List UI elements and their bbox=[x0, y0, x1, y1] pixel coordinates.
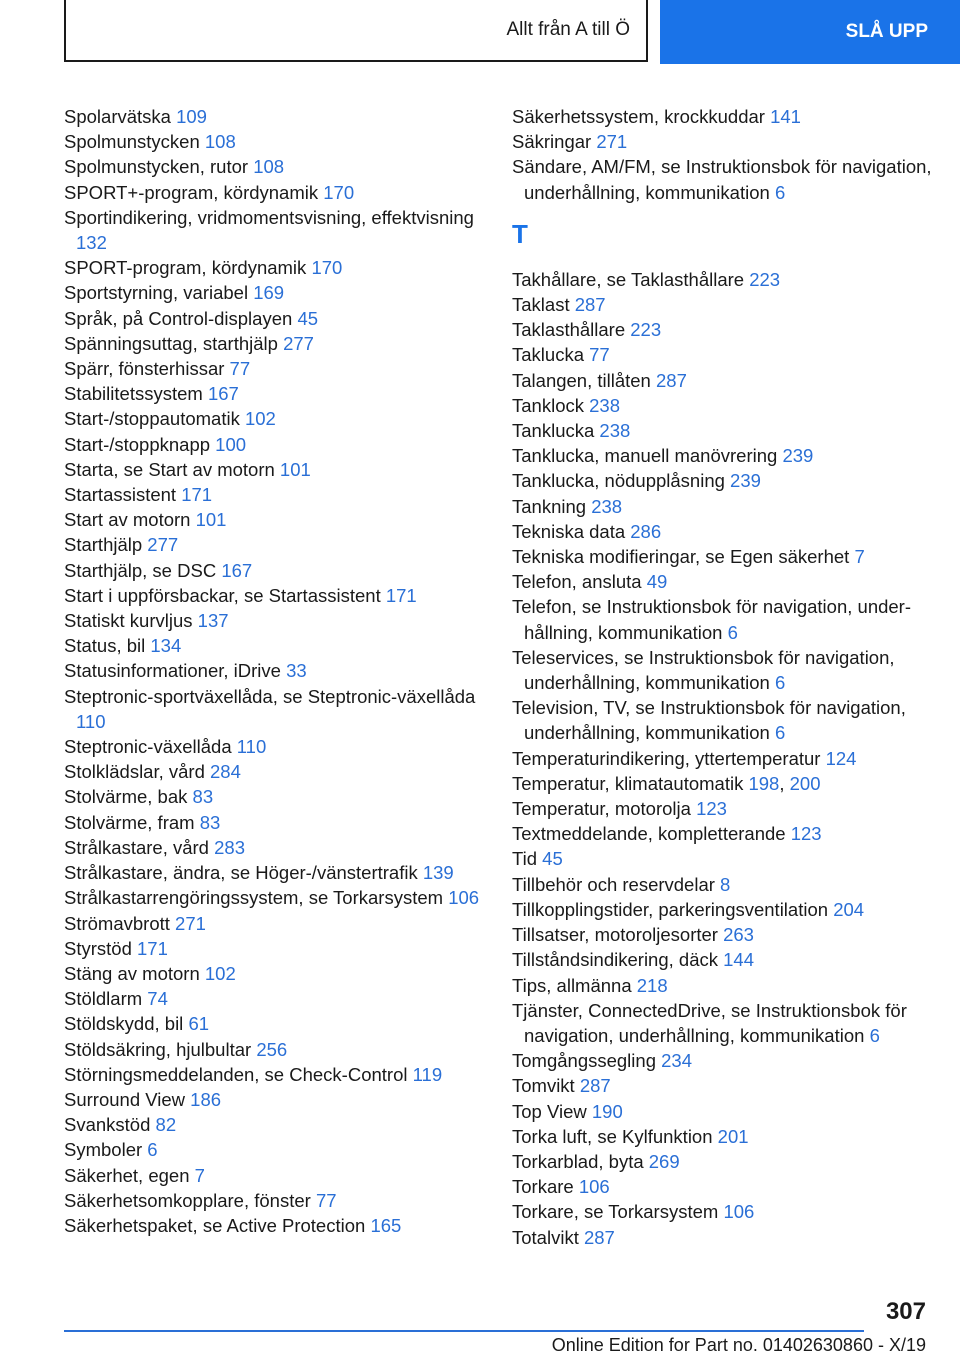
page-link[interactable]: 45 bbox=[297, 307, 319, 329]
index-term: Torkare bbox=[512, 1176, 574, 1198]
index-term: Tanklucka, manuell manövrering bbox=[512, 445, 778, 467]
page-link[interactable]: 167 bbox=[207, 383, 239, 405]
index-term: Svankstöd bbox=[64, 1114, 151, 1136]
index-term: Strålkastarrengöringssystem, se Torkarsystem bbox=[64, 887, 444, 909]
index-term: Säkerhetsomkopplare, fönster bbox=[64, 1189, 311, 1211]
index-entry bbox=[512, 872, 932, 897]
page-link[interactable]: 6 bbox=[869, 1024, 880, 1046]
index-entry bbox=[64, 784, 484, 809]
page-link[interactable]: 256 bbox=[256, 1038, 288, 1060]
page-link[interactable]: 269 bbox=[648, 1150, 680, 1172]
page-link[interactable]: 167 bbox=[221, 559, 253, 581]
page-link[interactable]: 7 bbox=[854, 546, 865, 568]
index-term: Stöldskydd, bil bbox=[64, 1013, 184, 1035]
index-entry bbox=[512, 393, 932, 418]
page-link[interactable]: 123 bbox=[696, 798, 727, 820]
index-term: Sportstyrning, variabel bbox=[64, 282, 249, 304]
index-entry bbox=[64, 507, 484, 532]
index-entry bbox=[512, 1099, 932, 1124]
page-link[interactable]: 286 bbox=[630, 520, 662, 542]
index-term: Start-/stoppknapp bbox=[64, 433, 211, 455]
index-term: Start i uppförsbackar, se Startassistent bbox=[64, 584, 381, 606]
index-term: Tekniska modifieringar, se Egen säkerhet bbox=[512, 546, 850, 568]
page-link[interactable]: 123 bbox=[790, 823, 822, 845]
index-term: Taklasthållare bbox=[512, 319, 626, 341]
index-entry bbox=[64, 1137, 484, 1162]
index-entry bbox=[64, 406, 484, 431]
top-navigation bbox=[0, 0, 960, 64]
page-link[interactable]: 6 bbox=[774, 722, 786, 744]
index-term: Sportindikering, vridmomentsvisning, effektvisning bbox=[64, 206, 474, 228]
index-term: Temperaturindikering, yttertemperatur bbox=[512, 747, 821, 769]
page-link[interactable]: 6 bbox=[147, 1139, 158, 1161]
index-group-s-continued bbox=[512, 104, 932, 205]
index-term: Spolmunstycken bbox=[64, 131, 200, 153]
page-link[interactable]: 6 bbox=[727, 621, 738, 643]
index-entry bbox=[64, 457, 484, 482]
index-term: Säkerhet, egen bbox=[64, 1164, 190, 1186]
index-term: Strömavbrott bbox=[64, 912, 170, 934]
index-entry bbox=[64, 583, 484, 608]
index-term: Tanklucka bbox=[512, 420, 595, 442]
index-entry bbox=[512, 1048, 932, 1073]
tab-index-label: Allt från A till Ö bbox=[506, 19, 630, 40]
page-link[interactable]: 186 bbox=[190, 1088, 222, 1110]
index-entry bbox=[64, 432, 484, 457]
index-term: Symboler bbox=[64, 1139, 143, 1161]
index-column-right bbox=[512, 104, 932, 1250]
index-term: Tillkopplingstider, parkeringsventilation bbox=[512, 898, 829, 920]
page-link[interactable]: 263 bbox=[723, 924, 754, 946]
page-link[interactable]: 8 bbox=[720, 873, 731, 895]
index-term: Statiskt kurvljus bbox=[64, 610, 193, 632]
index-term: Tillståndsindikering, däck bbox=[512, 949, 718, 971]
page-link[interactable]: 6 bbox=[774, 672, 786, 694]
page-link[interactable]: 49 bbox=[646, 571, 668, 593]
page-link[interactable]: 283 bbox=[214, 836, 245, 858]
index-entry bbox=[512, 368, 932, 393]
index-term: Stabilitetssystem bbox=[64, 383, 203, 405]
index-entry bbox=[64, 154, 484, 179]
page-link[interactable]: 239 bbox=[730, 470, 761, 492]
index-entry bbox=[512, 494, 932, 519]
index-term: Säkerhetssystem, krockkuddar bbox=[512, 106, 765, 127]
page-link[interactable]: 171 bbox=[385, 584, 417, 606]
page-link[interactable]: 223 bbox=[630, 319, 662, 341]
page-link[interactable]: 287 bbox=[583, 1226, 615, 1248]
page-link[interactable]: 108 bbox=[204, 131, 236, 153]
index-entry bbox=[64, 633, 484, 658]
page-link[interactable]: 102 bbox=[204, 962, 236, 984]
tab-index-a-to-o[interactable] bbox=[64, 0, 648, 62]
index-entry bbox=[512, 267, 932, 292]
index-entry bbox=[64, 482, 484, 507]
page-link[interactable]: 287 bbox=[579, 1075, 611, 1097]
index-term: Tomvikt bbox=[512, 1075, 575, 1097]
page-link[interactable]: 77 bbox=[229, 358, 251, 380]
page-link[interactable]: 198 bbox=[748, 772, 780, 794]
index-term: Torka luft, se Kylfunktion bbox=[512, 1125, 713, 1147]
page-link[interactable]: 124 bbox=[825, 747, 857, 769]
index-entry bbox=[64, 936, 484, 961]
index-entry bbox=[512, 695, 932, 745]
page-link[interactable]: 170 bbox=[311, 257, 343, 279]
index-term: Störningsmeddelanden, se Check-Control bbox=[64, 1063, 408, 1085]
index-entry bbox=[64, 986, 484, 1011]
section-letter-t: T bbox=[512, 218, 528, 249]
index-column-left bbox=[64, 104, 484, 1238]
index-entry bbox=[512, 569, 932, 594]
index-term: Språk, på Control-displayen bbox=[64, 307, 293, 329]
index-entry bbox=[64, 1087, 484, 1112]
page-link[interactable]: 101 bbox=[279, 458, 311, 480]
page-link[interactable]: 6 bbox=[774, 181, 786, 203]
index-entry bbox=[64, 759, 484, 784]
index-entry bbox=[64, 860, 484, 885]
index-term: Tillbehör och reservdelar bbox=[512, 873, 715, 895]
index-entry bbox=[64, 306, 484, 331]
index-entry bbox=[64, 911, 484, 936]
index-term: Stolvärme, bak bbox=[64, 786, 188, 808]
page-link[interactable]: 7 bbox=[194, 1164, 205, 1186]
index-term: Tankning bbox=[512, 495, 587, 517]
page-link[interactable]: 102 bbox=[244, 408, 276, 430]
index-term: Tips, allmänna bbox=[512, 974, 632, 996]
index-entry bbox=[512, 1073, 932, 1098]
page-link[interactable]: 238 bbox=[599, 420, 631, 442]
page-link[interactable]: 287 bbox=[656, 369, 687, 391]
index-entry bbox=[64, 1188, 484, 1213]
index-term: Starthjälp bbox=[64, 534, 143, 556]
page-link[interactable]: 77 bbox=[589, 344, 610, 366]
index-entry bbox=[512, 544, 932, 569]
index-entry bbox=[64, 356, 484, 381]
index-entry bbox=[64, 961, 484, 986]
index-term: Spolmunstycken, rutor bbox=[64, 156, 249, 178]
index-entry bbox=[512, 1149, 932, 1174]
index-entry bbox=[64, 104, 484, 129]
page-link[interactable]: 200 bbox=[789, 772, 821, 794]
index-entry bbox=[64, 1163, 484, 1188]
index-term: Talangen, tillåten bbox=[512, 369, 651, 391]
index-term: Säkerhetspaket, se Active Protection bbox=[64, 1214, 366, 1236]
index-entry bbox=[64, 1213, 484, 1238]
index-term: Tillsatser, motoroljesorter bbox=[512, 924, 718, 946]
index-entry bbox=[64, 532, 484, 557]
page-link[interactable]: 139 bbox=[422, 862, 454, 884]
page-link[interactable]: 169 bbox=[253, 282, 285, 304]
index-term: Spänningsuttag, starthjälp bbox=[64, 332, 278, 354]
index-term: Strålkastare, ändra, se Höger-/vänstertrafik bbox=[64, 862, 418, 884]
index-term: Start av motorn bbox=[64, 509, 191, 531]
page-link[interactable]: 110 bbox=[236, 736, 267, 758]
index-term: Startassistent bbox=[64, 484, 177, 506]
page-link[interactable]: 106 bbox=[723, 1201, 755, 1223]
index-term: Textmeddelande, kompletterande bbox=[512, 823, 786, 845]
index-entry bbox=[512, 947, 932, 972]
index-term: Telefon, ansluta bbox=[512, 571, 642, 593]
page-link[interactable]: 61 bbox=[188, 1013, 210, 1035]
index-entry bbox=[512, 746, 932, 771]
page-link[interactable]: 101 bbox=[195, 509, 227, 531]
index-group-t bbox=[512, 267, 932, 1250]
index-term: Telefon, se Instruktionsbok för navigation, underhållning, kommunikation bbox=[512, 596, 912, 643]
index-entry bbox=[512, 973, 932, 998]
index-entry bbox=[512, 104, 932, 129]
page-link[interactable]: 144 bbox=[723, 949, 755, 971]
page-link[interactable]: 170 bbox=[323, 181, 355, 203]
index-term: Säkringar bbox=[512, 131, 592, 153]
index-entry bbox=[512, 317, 932, 342]
index-entry bbox=[64, 280, 484, 305]
index-term: Starthjälp, se DSC bbox=[64, 559, 217, 581]
index-term: Taklucka bbox=[512, 344, 584, 366]
page-link[interactable]: 190 bbox=[591, 1100, 623, 1122]
index-term: Tanklock bbox=[512, 394, 584, 416]
index-term: Tanklucka, nödupplåsning bbox=[512, 470, 725, 492]
index-entry bbox=[64, 1112, 484, 1137]
index-term: Status, bil bbox=[64, 635, 146, 657]
index-entry: Temperatur, klimatautomatik 198, 200 bbox=[512, 772, 821, 794]
index-entry bbox=[512, 468, 932, 493]
index-term: Stolvärme, fram bbox=[64, 811, 195, 833]
edition-info: Online Edition for Part no. 01402630860 - X/19 bbox=[551, 1335, 926, 1355]
index-term: Spolarvätska bbox=[64, 106, 171, 127]
footer-divider bbox=[64, 1330, 864, 1332]
page-link[interactable]: 277 bbox=[147, 534, 179, 556]
index-entry bbox=[64, 205, 484, 255]
page-link[interactable]: 234 bbox=[661, 1050, 692, 1072]
index-term: Teleservices, se Instruktionsbok för navigation, underhållning, kommunikation bbox=[512, 646, 895, 694]
page-link[interactable]: 171 bbox=[181, 484, 213, 506]
index-term: Tomgångssegling bbox=[512, 1050, 656, 1072]
page-link[interactable]: 201 bbox=[717, 1125, 749, 1147]
page-link[interactable]: 204 bbox=[833, 898, 865, 920]
index-entry bbox=[512, 645, 932, 695]
index-entry bbox=[64, 835, 484, 860]
page-link[interactable]: 83 bbox=[199, 811, 221, 833]
index-term: Taklast bbox=[512, 294, 570, 316]
page-link[interactable]: 239 bbox=[782, 445, 814, 467]
index-entry bbox=[512, 1174, 932, 1199]
index-term: Torkare, se Torkarsystem bbox=[512, 1201, 719, 1223]
page-link[interactable]: 137 bbox=[197, 610, 229, 632]
index-term: SPORT-program, kördynamik bbox=[64, 257, 307, 279]
page-link[interactable]: 271 bbox=[596, 131, 628, 153]
tab-lookup[interactable] bbox=[660, 0, 960, 64]
index-term: Stöldsäkring, hjulbultar bbox=[64, 1038, 252, 1060]
page-link[interactable]: 119 bbox=[412, 1063, 443, 1085]
index-entry bbox=[64, 129, 484, 154]
index-entry bbox=[512, 443, 932, 468]
index-entry bbox=[64, 180, 484, 205]
page-link[interactable]: 83 bbox=[192, 786, 214, 808]
index-entry bbox=[64, 255, 484, 280]
index-term: Sändare, AM/FM, se Instruktionsbok för navigation, underhållning, kommunikation bbox=[512, 156, 932, 203]
index-term: Stöldlarm bbox=[64, 988, 143, 1010]
index-entry bbox=[64, 810, 484, 835]
index-term: Spärr, fönsterhissar bbox=[64, 358, 225, 380]
index-term: Tjänster, ConnectedDrive, se Instruktionsbok för navigation, underhållning, kommunikation bbox=[512, 999, 907, 1046]
page-link[interactable]: 134 bbox=[150, 635, 182, 657]
index-entry bbox=[512, 519, 932, 544]
index-entry bbox=[512, 292, 932, 317]
index-entry bbox=[64, 684, 484, 734]
index-entry bbox=[512, 922, 932, 947]
page-link[interactable]: 108 bbox=[253, 156, 285, 178]
page-link[interactable]: 106 bbox=[578, 1176, 610, 1198]
index-term: Top View bbox=[512, 1100, 587, 1122]
page-link[interactable]: 141 bbox=[770, 106, 801, 127]
page-number: 307 bbox=[885, 1298, 926, 1325]
page-link[interactable]: 287 bbox=[574, 294, 606, 316]
index-entry bbox=[64, 734, 484, 759]
index-entry bbox=[64, 331, 484, 356]
index-term: Tid bbox=[512, 848, 538, 870]
index-term: Temperatur, klimatautomatik bbox=[512, 772, 744, 794]
index-term: Temperatur, motorolja bbox=[512, 798, 691, 820]
page-link[interactable]: 106 bbox=[448, 887, 480, 909]
page-link[interactable]: 74 bbox=[147, 988, 168, 1010]
index-entry bbox=[512, 418, 932, 443]
index-term: Tekniska data bbox=[512, 520, 626, 542]
index-term: Steptronic-växellåda bbox=[64, 736, 232, 758]
index-term: Totalvikt bbox=[512, 1226, 579, 1248]
index-term: Start-/stoppautomatik bbox=[64, 408, 240, 430]
index-term: Starta, se Start av motorn bbox=[64, 458, 275, 480]
index-entry bbox=[512, 1124, 932, 1149]
page-link[interactable]: 238 bbox=[589, 394, 620, 416]
index-entry bbox=[512, 129, 932, 154]
index-entry bbox=[512, 1199, 932, 1224]
page-link[interactable]: 110 bbox=[76, 710, 106, 732]
page-link[interactable]: 218 bbox=[636, 974, 668, 996]
index-term: Statusinformationer, iDrive bbox=[64, 660, 281, 682]
index-term: SPORT+-program, kördynamik bbox=[64, 181, 319, 203]
index-term: Takhållare, se Taklasthållare bbox=[512, 268, 745, 290]
index-term: Styrstöd bbox=[64, 937, 132, 959]
index-term: Torkarblad, byta bbox=[512, 1150, 644, 1172]
index-entry bbox=[512, 154, 932, 204]
index-term: Stäng av motorn bbox=[64, 962, 200, 984]
index-entry bbox=[512, 897, 932, 922]
page-link[interactable]: 284 bbox=[210, 761, 241, 783]
index-entry bbox=[64, 558, 484, 583]
index-entry bbox=[64, 885, 484, 910]
index-term: Television, TV, se Instruktionsbok för navigation, underhållning, kommunikation bbox=[512, 697, 906, 744]
page-link[interactable]: 223 bbox=[749, 268, 781, 290]
index-entry bbox=[512, 821, 932, 846]
page-link[interactable]: 277 bbox=[283, 332, 314, 354]
page-link[interactable]: 82 bbox=[155, 1114, 177, 1136]
page-link[interactable]: 165 bbox=[370, 1214, 402, 1236]
page-link[interactable]: 271 bbox=[175, 912, 206, 934]
page-link[interactable]: 132 bbox=[76, 232, 107, 254]
index-entry bbox=[512, 846, 932, 871]
page-link[interactable]: 33 bbox=[286, 660, 307, 682]
index-term: Steptronic-sportväxellåda, se Steptronic-växellåda bbox=[64, 685, 476, 707]
index-entry bbox=[64, 1062, 484, 1087]
page-link[interactable]: 171 bbox=[137, 937, 168, 959]
index-term: Strålkastare, vård bbox=[64, 836, 209, 858]
index-entry bbox=[512, 796, 932, 821]
index-entry bbox=[512, 594, 932, 644]
index-entry bbox=[64, 658, 484, 683]
index-entry bbox=[64, 1011, 484, 1036]
index-entry bbox=[64, 1037, 484, 1062]
index-entry bbox=[512, 342, 932, 367]
index-term: Surround View bbox=[64, 1088, 186, 1110]
page-link[interactable]: 45 bbox=[542, 848, 563, 870]
index-entry bbox=[512, 1225, 932, 1250]
page-link[interactable]: 77 bbox=[315, 1189, 337, 1211]
index-entry bbox=[64, 381, 484, 406]
index-entry bbox=[64, 608, 484, 633]
tab-lookup-label: SLÅ UPP bbox=[845, 21, 928, 42]
page-link[interactable]: 109 bbox=[176, 106, 207, 127]
page-link[interactable]: 100 bbox=[215, 433, 247, 455]
index-entry bbox=[512, 998, 932, 1048]
index-term: Stolklädslar, vård bbox=[64, 761, 205, 783]
page-link[interactable]: 238 bbox=[591, 495, 623, 517]
